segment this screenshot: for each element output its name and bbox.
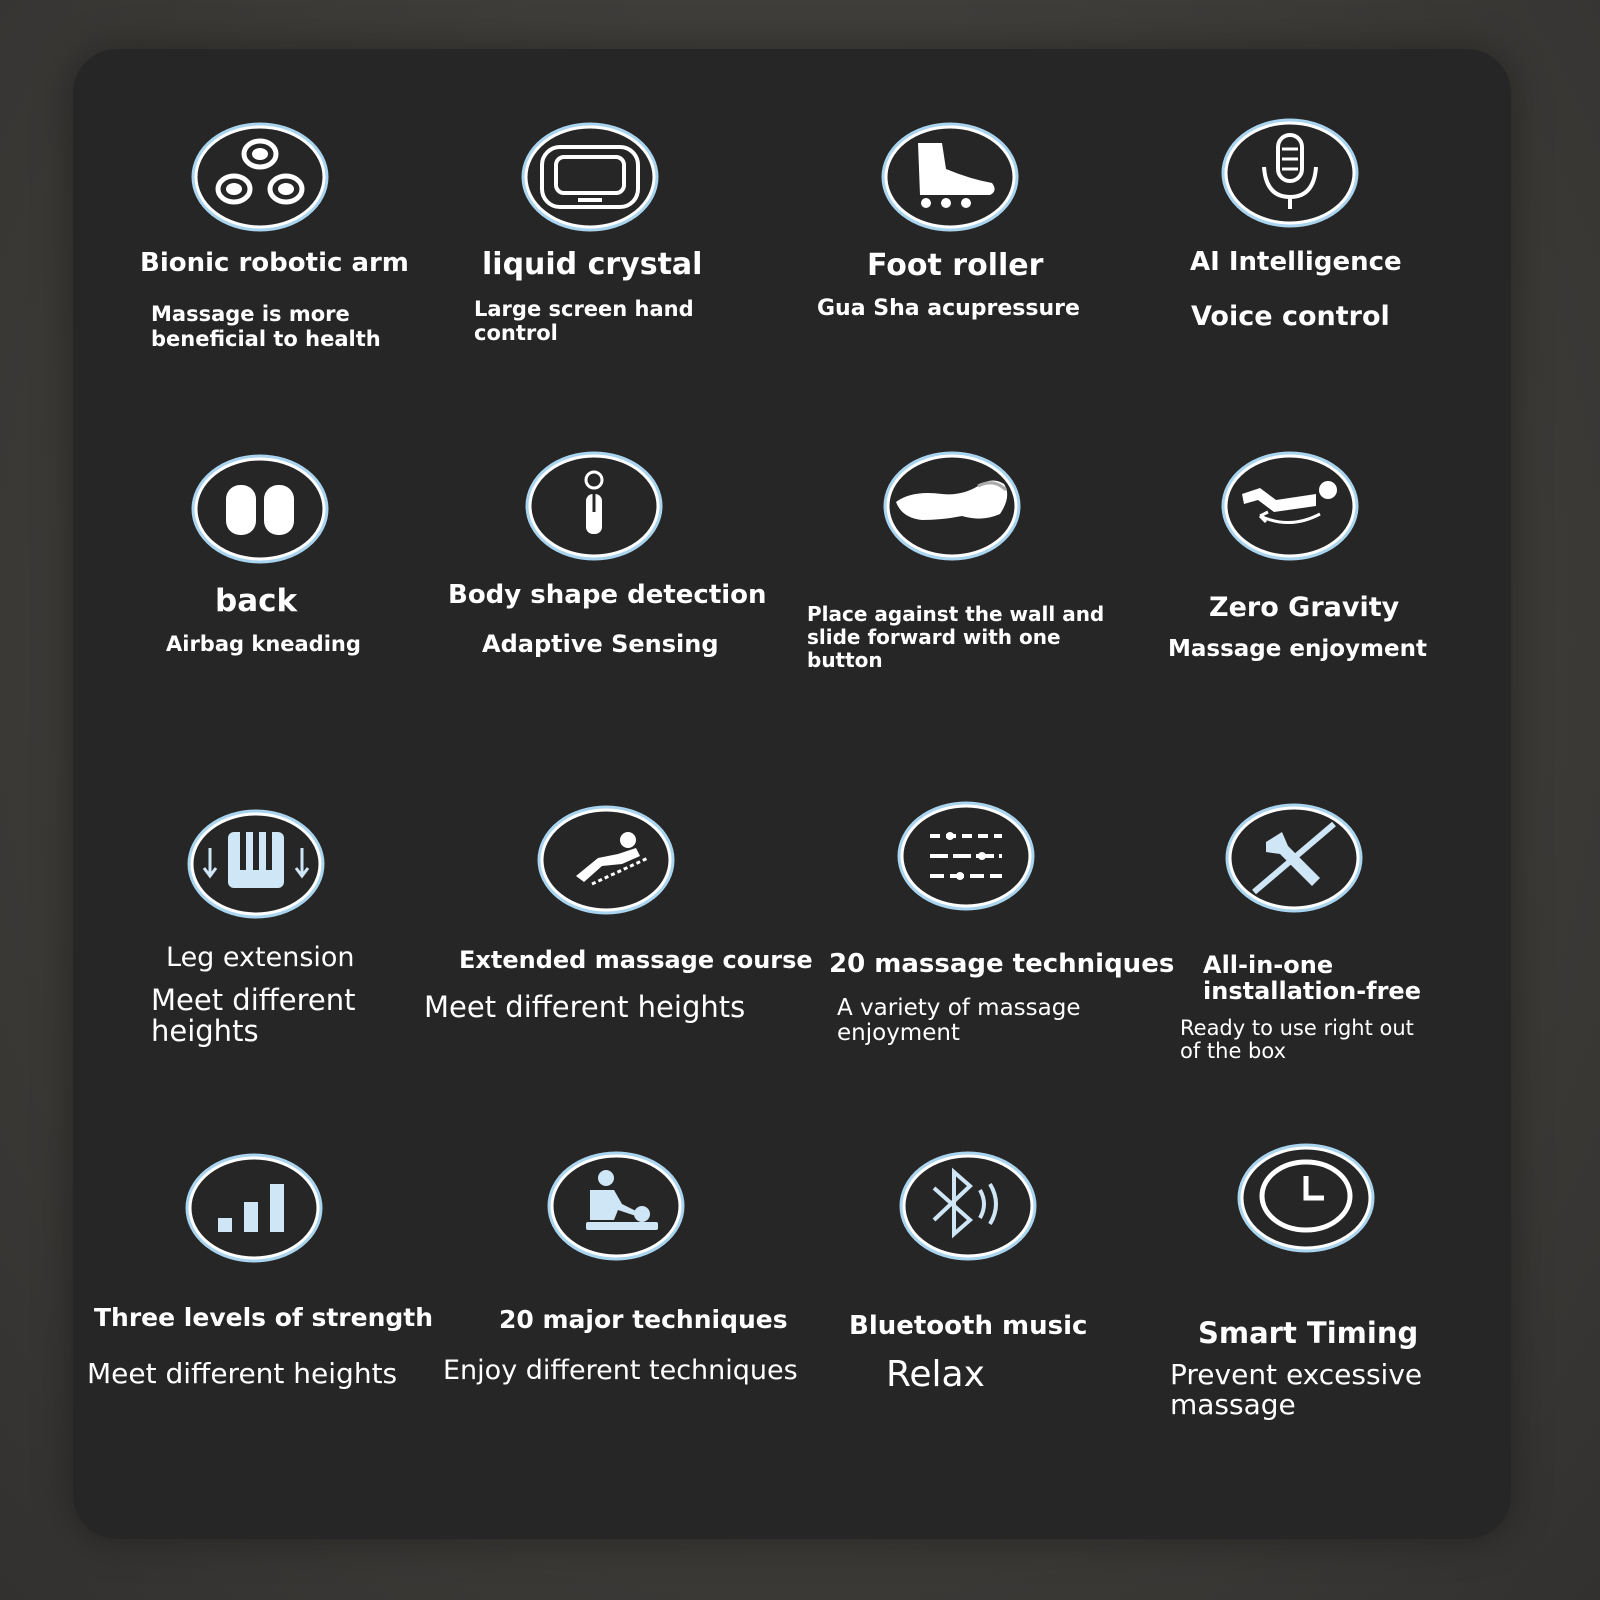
feature-title: Extended massage course — [459, 946, 813, 974]
clock-icon — [1236, 1142, 1376, 1254]
feature-subtitle: Meet different heights — [424, 990, 746, 1024]
feature-subtitle: Voice control — [1191, 301, 1390, 332]
zero-gravity-icon — [1220, 450, 1360, 562]
feature-subtitle: Gua Sha acupressure — [817, 296, 1080, 321]
feature-title: Smart Timing — [1198, 1316, 1419, 1350]
feature-subtitle: A variety of massage enjoyment — [837, 995, 1081, 1046]
feature-title: 20 massage techniques — [829, 949, 1175, 979]
foot-roller-icon — [880, 121, 1020, 233]
feature-title: Foot roller — [867, 248, 1044, 283]
feature-subtitle: Prevent excessive massage — [1170, 1358, 1423, 1421]
feature-subtitle: Meet different heights — [87, 1357, 398, 1390]
feature-subtitle: Massage enjoyment — [1168, 636, 1427, 662]
feature-title: All-in-one installation-free — [1203, 951, 1421, 1005]
feature-subtitle: Place against the wall and slide forward with one button — [807, 602, 1105, 672]
feature-title: Body shape detection — [448, 580, 767, 610]
feature-title: Leg extension — [166, 942, 355, 973]
feature-subtitle: Meet different heights — [151, 983, 356, 1048]
airbag-icon — [190, 453, 330, 565]
leg-extension-icon — [186, 808, 326, 920]
feature-title: AI Intelligence — [1190, 247, 1402, 277]
feature-subtitle: Relax — [886, 1354, 985, 1395]
feature-title: Bluetooth music — [849, 1311, 1088, 1341]
bluetooth-icon — [898, 1150, 1038, 1262]
signal-bars-icon — [184, 1152, 324, 1264]
feature-subtitle: Ready to use right out of the box — [1180, 1016, 1414, 1063]
feature-title: Bionic robotic arm — [140, 248, 409, 278]
masseur-icon — [546, 1150, 686, 1262]
feature-title: Zero Gravity — [1209, 592, 1400, 623]
microphone-icon — [1220, 117, 1360, 229]
feature-subtitle: Airbag kneading — [166, 632, 361, 656]
massage-nodes-icon — [190, 121, 330, 233]
remote-control-icon — [520, 121, 660, 233]
no-tools-icon — [1224, 802, 1364, 914]
body-sensor-icon — [524, 450, 664, 562]
feature-subtitle: Massage is more beneficial to health — [151, 302, 381, 351]
reclined-person-icon — [536, 804, 676, 916]
feature-subtitle: Enjoy different techniques — [443, 1355, 798, 1386]
feature-title: liquid crystal — [482, 247, 703, 282]
sliders-icon — [896, 800, 1036, 912]
feature-title: 20 major techniques — [499, 1305, 788, 1334]
massage-chair-icon — [882, 450, 1022, 562]
feature-title: Three levels of strength — [94, 1303, 434, 1332]
feature-subtitle: Adaptive Sensing — [482, 630, 719, 658]
feature-title: back — [215, 583, 298, 619]
feature-subtitle: Large screen hand control — [474, 297, 694, 345]
